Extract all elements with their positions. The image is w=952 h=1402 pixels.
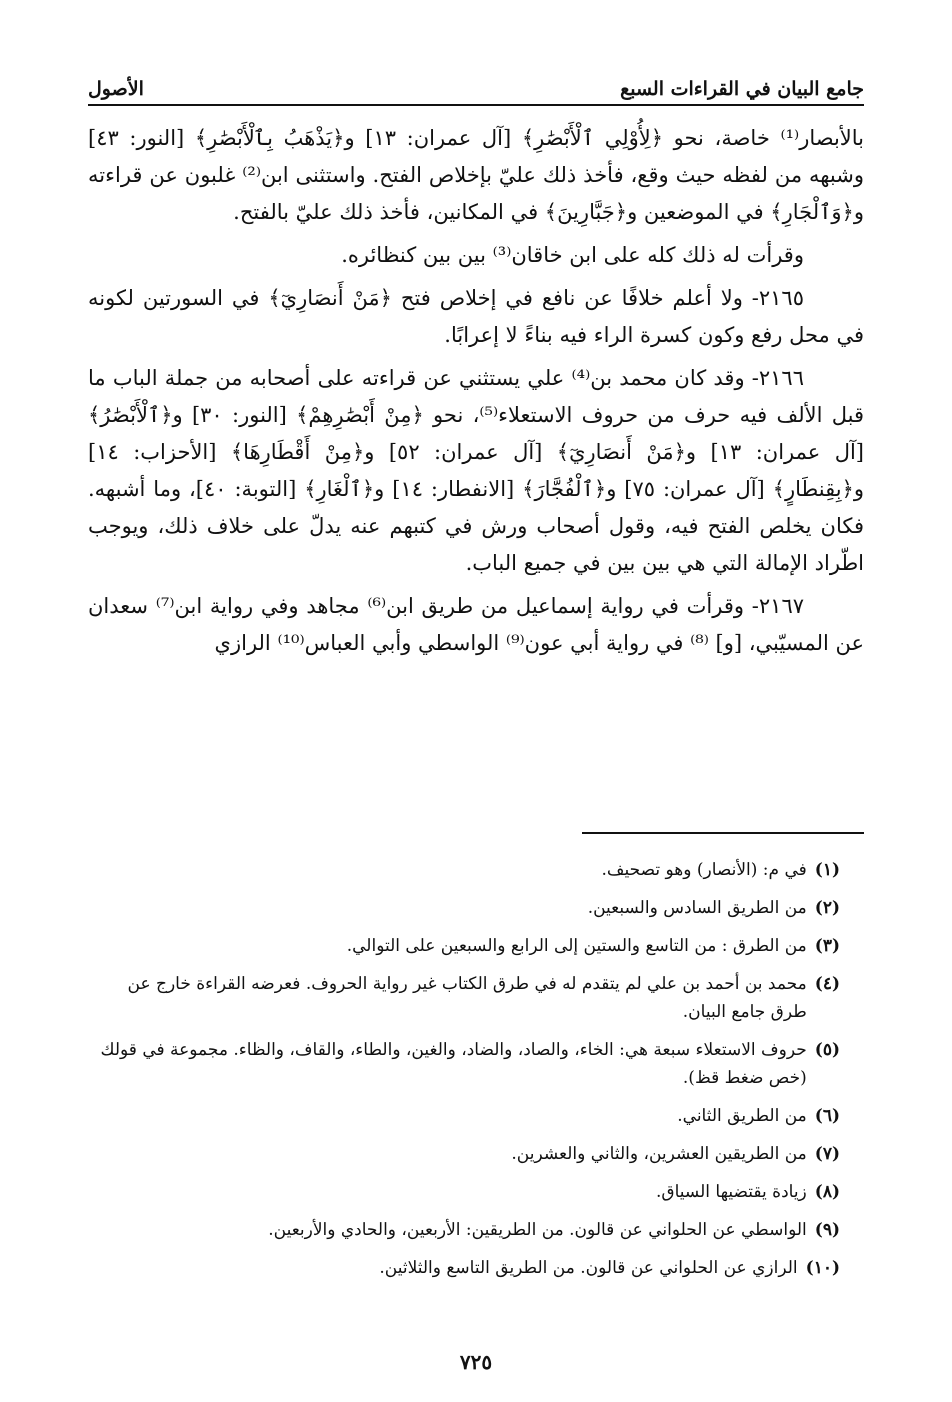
footnote-number: (٦) [814,1106,840,1126]
footnote-10 [96,1254,840,1282]
footnote-6 [96,1102,840,1130]
footnote-number: (١) [814,860,840,880]
footnote-number: (٩) [814,1220,840,1240]
footnote-8 [96,1178,840,1206]
footnote-3 [96,932,840,960]
footnote-number: (١٠) [805,1258,840,1278]
paragraph-2165: ٢١٦٥- ولا أعلم خلافًا عن نافع في إخلاص فتح ﴿مَنْ أَنصَارِيٓ﴾ في السورتين لكونه في محل رفع وكون كسرة الراء فيه بناءً لا إعرابًا. [88,286,864,347]
footnote-text: حروف الاستعلاء سبعة هي: الخاء، والصاد، والضاد، والغين، والطاء، والقاف، والظاء. مجموعة في قولك (خص ضغط قظ). [100,1040,807,1088]
footnote-number: (٤) [814,974,840,994]
footnote-text: الواسطي عن الحلواني عن قالون. من الطريقين: الأربعين، والحادي والأربعين. [268,1220,807,1240]
footnote-5 [96,1036,840,1092]
footnote-text: محمد بن أحمد بن علي لم يتقدم له في طرق الكتاب غير رواية الحروف. فعرضه القراءة خارج عن طرق جامع البيان. [127,974,807,1022]
footnote-text: من الطريق الثاني. [677,1106,807,1126]
footnote-number: (٥) [814,1040,840,1060]
footnote-1 [96,856,840,884]
footnote-number: (٨) [814,1182,840,1202]
footnote-text: في م: (الأنصار) وهو تصحيف. [601,860,807,880]
footnote-4 [96,970,840,1026]
footnote-2 [96,894,840,922]
book-title: جامع البيان في القراءات السبع [620,78,864,100]
main-text [88,120,864,668]
footnote-number: (٢) [814,898,840,918]
paragraph-2166: ٢١٦٦- وقد كان محمد بن⁽⁴⁾ علي يستثني عن قراءته على أصحابه من جملة الباب ما قبل الألف فيه حرف من حروف الاستعلاء⁽⁵⁾، نحو ﴿مِنْ أَبْصَٰرِهِمْ﴾ [النور: ٣٠] و﴿ٱلْأَبْصَٰرُ﴾ [آل عمران: ١٣] و﴿مَنْ أَنصَارِيٓ﴾ [آل عمران: ٥٢] و﴿مِنْ أَقْطَارِهَا﴾ [الأحزاب: ١٤] و﴿بِقِنطَارٍ﴾ [آل عمران: ٧٥] و﴿ٱلْفُجَّارَ﴾ [الانفطار: ١٤] و﴿ٱلْغَارِ﴾ [التوبة: ٤٠]، وما أشبهه. فكان يخلص الفتح فيه، وقول أصحاب ورش في كتبهم عنه يدلّ على خلاف ذلك، ويوجب اطّراد الإمالة التي هي بين بين في جميع الباب. [88,366,865,575]
footnote-text: من الطريقين العشرين، والثاني والعشرين. [511,1144,807,1164]
footnote-9 [96,1216,840,1244]
footnote-7 [96,1140,840,1168]
footnote-text: من الطريق السادس والسبعين. [587,898,807,918]
paragraph-1: بالأبصار⁽¹⁾ خاصة، نحو ﴿لِأُوْلِي ٱلْأَبْصَٰرِ﴾ [آل عمران: ١٣] و﴿يَذْهَبُ بِٱلْأَبْصَٰرِ﴾ [النور: ٤٣] وشبهه من لفظه حيث وقع، فأخذ ذلك عليّ بإخلاص الفتح. واستثنى ابن⁽²⁾ غلبون عن قراءته و﴿وَٱلْجَارِ﴾ في الموضعين و﴿جَبَّارِينَ﴾ في المكانين، فأخذ ذلك عليّ بالفتح. [88,126,865,224]
footnote-number: (٧) [814,1144,840,1164]
footnote-divider [582,832,864,834]
footnote-text: الرازي عن الحلواني عن قالون. من الطريق التاسع والثلاثين. [379,1258,798,1278]
running-header [88,68,864,106]
page-number: ٧٢٥ [459,1350,493,1374]
footnotes [96,856,840,1292]
section-title: الأصول [88,78,144,100]
paragraph-2167: ٢١٦٧- وقرأت في رواية إسماعيل من طريق ابن⁽⁶⁾ مجاهد وفي رواية ابن⁽⁷⁾ سعدان عن المسيّبي، [و] ⁽⁸⁾ في رواية أبي عون⁽⁹⁾ الواسطي وأبي العباس⁽¹⁰⁾ الرازي [88,594,864,655]
paragraph-2: وقرأت له ذلك كله على ابن خاقان⁽³⁾ بين بين كنظائره. [341,243,804,267]
footnote-number: (٣) [814,936,840,956]
footnote-text: زيادة يقتضيها السياق. [656,1182,807,1202]
footnote-text: من الطرق : من التاسع والستين إلى الرابع والسبعين على التوالي. [346,936,807,956]
